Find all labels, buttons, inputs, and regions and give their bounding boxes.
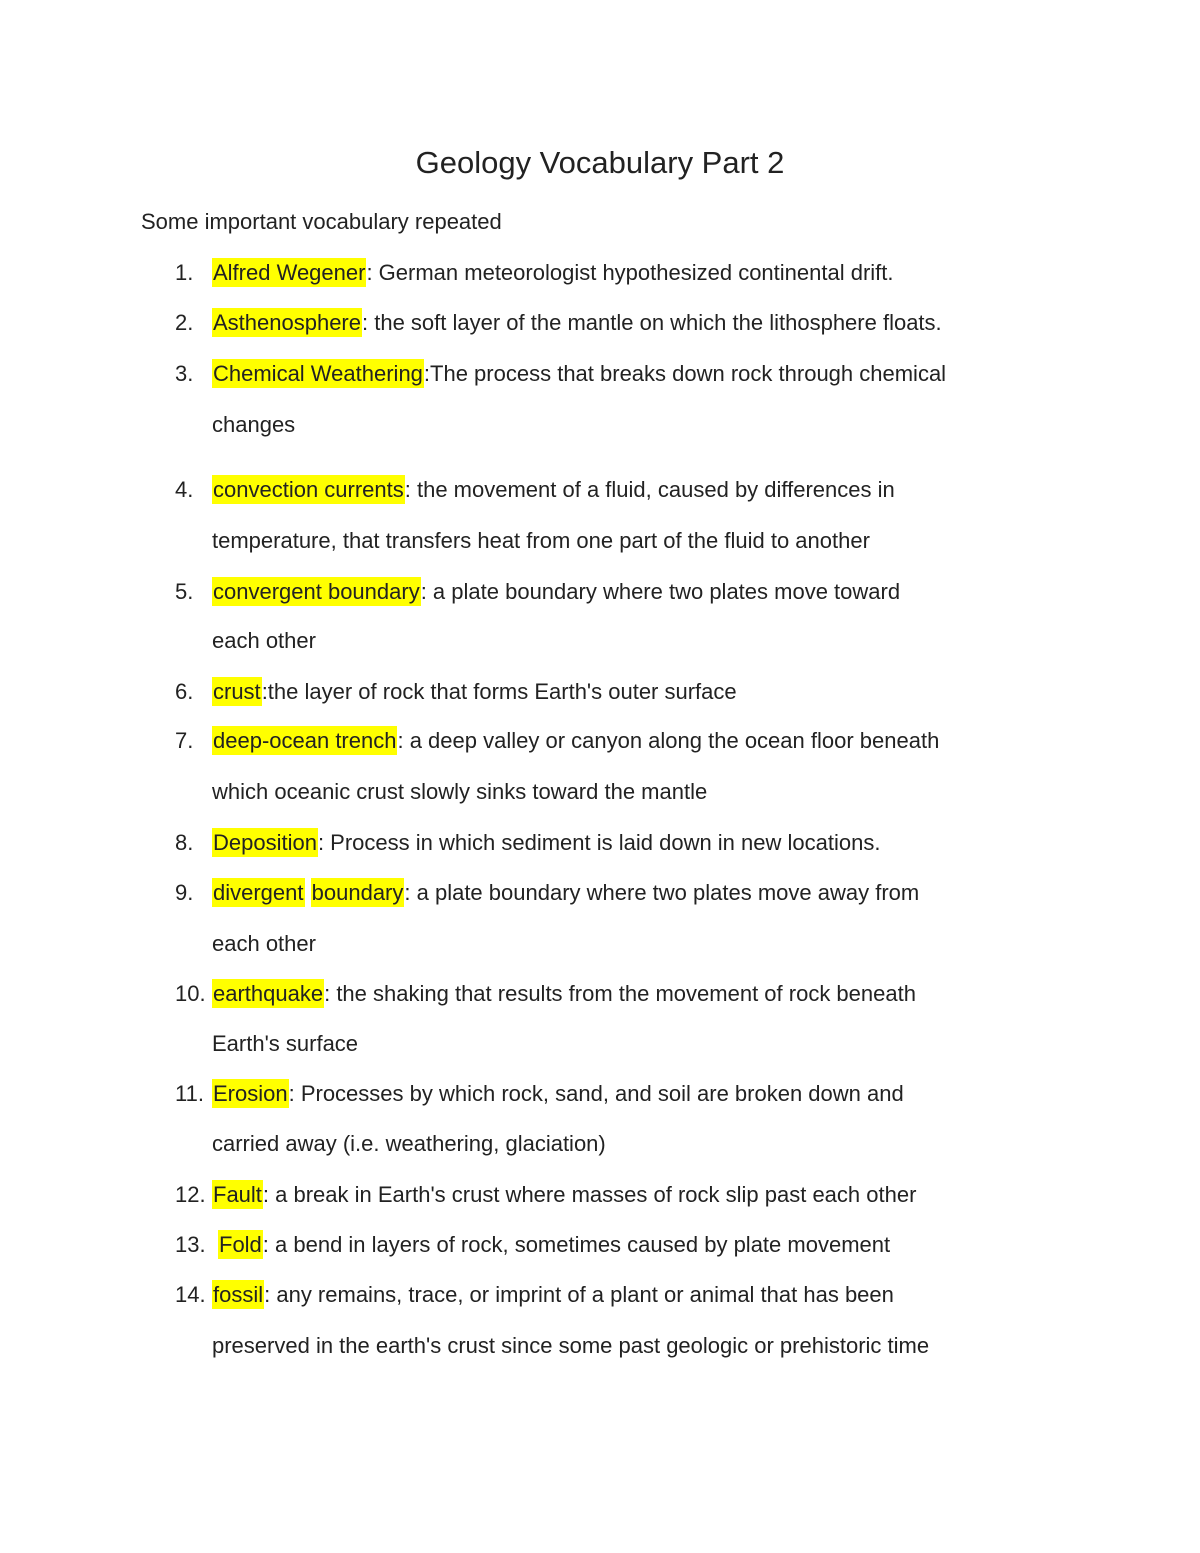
definition-continued: preserved in the earth's crust since some past geologic or prehistoric time	[212, 1333, 930, 1358]
definition-continued: each other	[212, 931, 316, 956]
highlighted-term: Fault	[213, 1182, 262, 1207]
item-number: 12.	[175, 1182, 206, 1207]
definition: : German meteorologist hypothesized continental drift.	[366, 260, 894, 285]
item-text	[212, 876, 919, 910]
definition: : the shaking that results from the movement of rock beneath	[324, 981, 916, 1006]
item-text	[212, 256, 894, 290]
highlighted-term: earthquake	[213, 981, 324, 1006]
definition: : a break in Earth's crust where masses of rock slip past each other	[262, 1182, 917, 1207]
definition: :The process that breaks down rock through chemical	[423, 361, 947, 386]
item-number: 9.	[175, 880, 194, 905]
item-number: 8.	[175, 830, 194, 855]
item-text	[212, 826, 880, 860]
highlighted-term: divergent	[213, 880, 304, 905]
highlighted-term: crust	[213, 679, 261, 704]
highlighted-term: Deposition	[213, 830, 317, 855]
definition: : the soft layer of the mantle on which the lithosphere floats.	[362, 310, 942, 335]
item-text	[212, 575, 900, 609]
definition-continued: changes	[212, 412, 296, 437]
item-number: 14.	[175, 1282, 206, 1307]
item-text	[212, 1178, 916, 1212]
item-number: 6.	[175, 679, 194, 704]
definition: : a deep valley or canyon along the ocean floor beneath	[397, 728, 940, 753]
item-text	[212, 473, 895, 507]
item-text	[212, 675, 737, 709]
highlighted-term: convection currents	[213, 477, 404, 502]
item-text	[212, 1077, 904, 1111]
item-text	[212, 724, 939, 758]
definition: : a plate boundary where two plates move away from	[404, 880, 920, 905]
definition: : any remains, trace, or imprint of a plant or animal that has been	[264, 1282, 894, 1307]
item-number: 3.	[175, 361, 194, 386]
intro-text: Some important vocabulary repeated	[141, 209, 502, 234]
document-title: Geology Vocabulary Part 2	[415, 145, 785, 180]
item-number: 4.	[175, 477, 194, 502]
item-number: 10.	[175, 981, 206, 1006]
item-text	[218, 1228, 890, 1262]
definition: : a bend in layers of rock, sometimes caused by plate movement	[262, 1232, 891, 1257]
definition: : Processes by which rock, sand, and soil are broken down and	[288, 1081, 904, 1106]
item-text	[212, 357, 946, 391]
item-number: 5.	[175, 579, 194, 604]
highlighted-term: fossil	[213, 1282, 264, 1307]
item-number: 2.	[175, 310, 194, 335]
definition-continued: carried away (i.e. weathering, glaciation)	[212, 1131, 606, 1156]
highlighted-term: Asthenosphere	[213, 310, 361, 335]
highlighted-term: Fold	[219, 1232, 262, 1257]
highlighted-term: Alfred Wegener	[213, 260, 366, 285]
item-number: 1.	[175, 260, 194, 285]
definition: : the movement of a fluid, caused by differences in	[404, 477, 895, 502]
definition: : a plate boundary where two plates move toward	[420, 579, 901, 604]
item-number: 11.	[175, 1081, 204, 1106]
highlighted-term: convergent boundary	[213, 579, 420, 604]
definition-continued: temperature, that transfers heat from one part of the fluid to another	[212, 528, 870, 553]
item-number: 13.	[175, 1232, 206, 1257]
item-number: 7.	[175, 728, 194, 753]
definition: : Process in which sediment is laid down in new locations.	[317, 830, 881, 855]
item-text	[212, 1278, 894, 1312]
highlighted-term: boundary	[311, 880, 404, 905]
definition-continued: Earth's surface	[212, 1031, 359, 1056]
definition: :the layer of rock that forms Earth's outer surface	[261, 679, 737, 704]
highlighted-term: Erosion	[213, 1081, 288, 1106]
item-text	[212, 306, 942, 340]
item-text	[212, 977, 916, 1011]
highlighted-term: deep-ocean trench	[213, 728, 397, 753]
definition-continued: which oceanic crust slowly sinks toward the mantle	[212, 779, 708, 804]
definition-continued: each other	[212, 628, 316, 653]
highlighted-term: Chemical Weathering	[213, 361, 423, 386]
